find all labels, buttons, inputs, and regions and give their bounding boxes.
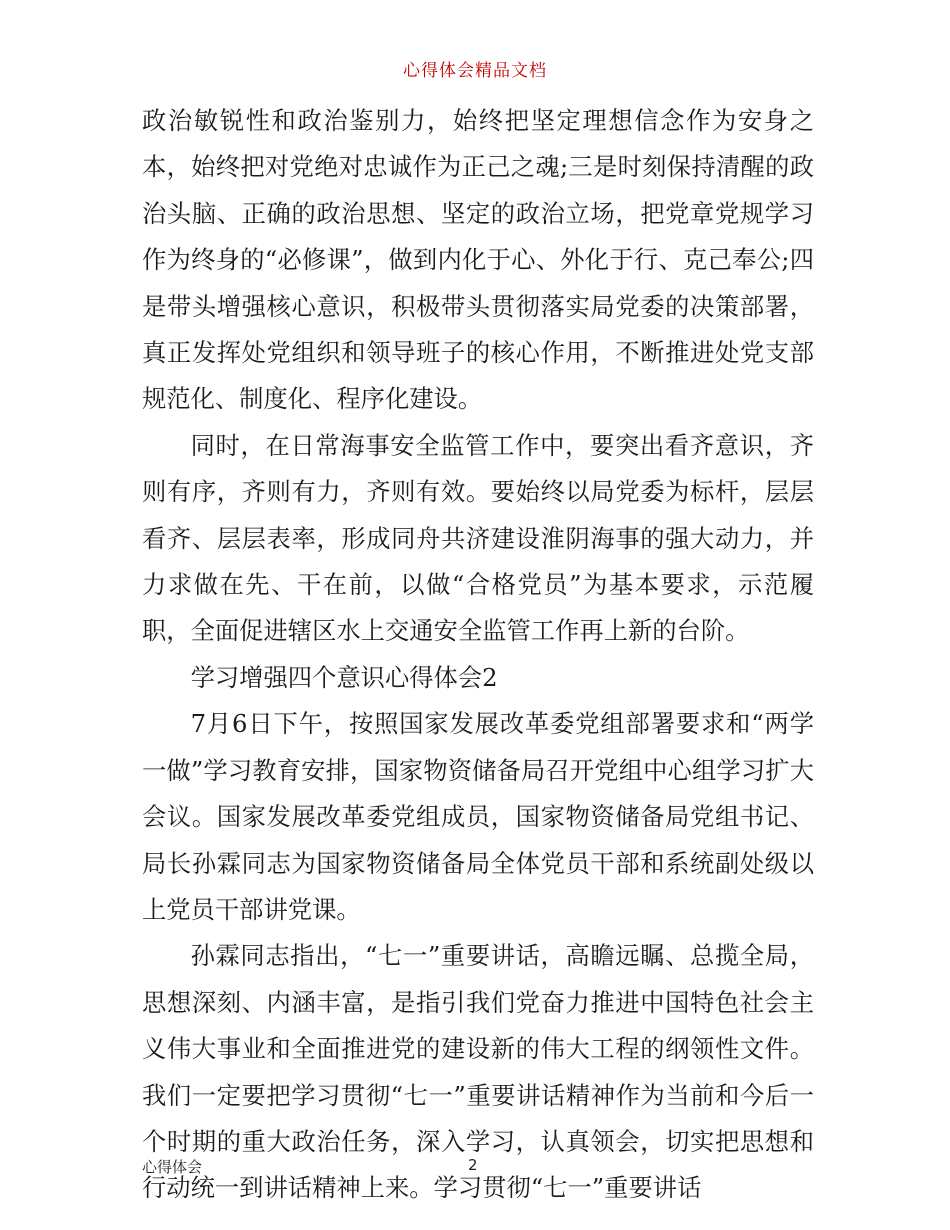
document-header-title: 心得体会精品文档: [403, 61, 547, 81]
footer-label: 心得体会: [142, 1158, 203, 1176]
document-body: [142, 98, 814, 1212]
section-heading: 学习增强四个意识心得体会2: [190, 662, 498, 692]
paragraph: 同时，在日常海事安全监管工作中，要突出看齐意识，齐则有序，齐则有力，齐则有效。要始终以局党委为标杆，层层看齐、层层表率，形成同舟共济建设淮阴海事的强大动力，并力求做在先、干在前，以做“合格党员”为基本要求，示范履职，全面促进辖区水上交通安全监管工作再上新的台阶。: [142, 430, 814, 646]
paragraph-continued: 政治敏锐性和政治鉴别力，始终把坚定理想信念作为安身之本，始终把对党绝对忠诚作为正己之魂;三是时刻保持清醒的政治头脑、正确的政治思想、坚定的政治立场，把党章党规学习作为终身的“必修课”，做到内化于心、外化于行、克己奉公;四是带头增强核心意识，积极带头贯彻落实局党委的决策部署，真正发挥处党组织和领导班子的核心作用，不断推进处党支部规范化、制度化、程序化建设。: [142, 106, 814, 414]
paragraph: 孙霖同志指出，“七一”重要讲话，高瞻远瞩、总揽全局，思想深刻、内涵丰富，是指引我们党奋力推进中国特色社会主义伟大事业和全面推进党的建设新的伟大工程的纲领性文件。我们一定要把学习贯彻“七一”重要讲话精神作为当前和今后一个时期的重大政治任务，深入学习，认真领会，切实把思想和行动统一到讲话精神上来。学习贯彻“七一”重要讲话: [142, 941, 814, 1203]
paragraph: 7月6日下午，按照国家发展改革委党组部署要求和“两学一做”学习教育安排，国家物资储备局召开党组中心组学习扩大会议。国家发展改革委党组成员，国家物资储备局党组书记、局长孙霖同志为国家物资储备局全体党员干部和系统副处级以上党员干部讲党课。: [142, 709, 814, 924]
page-number: 2: [468, 1156, 478, 1174]
